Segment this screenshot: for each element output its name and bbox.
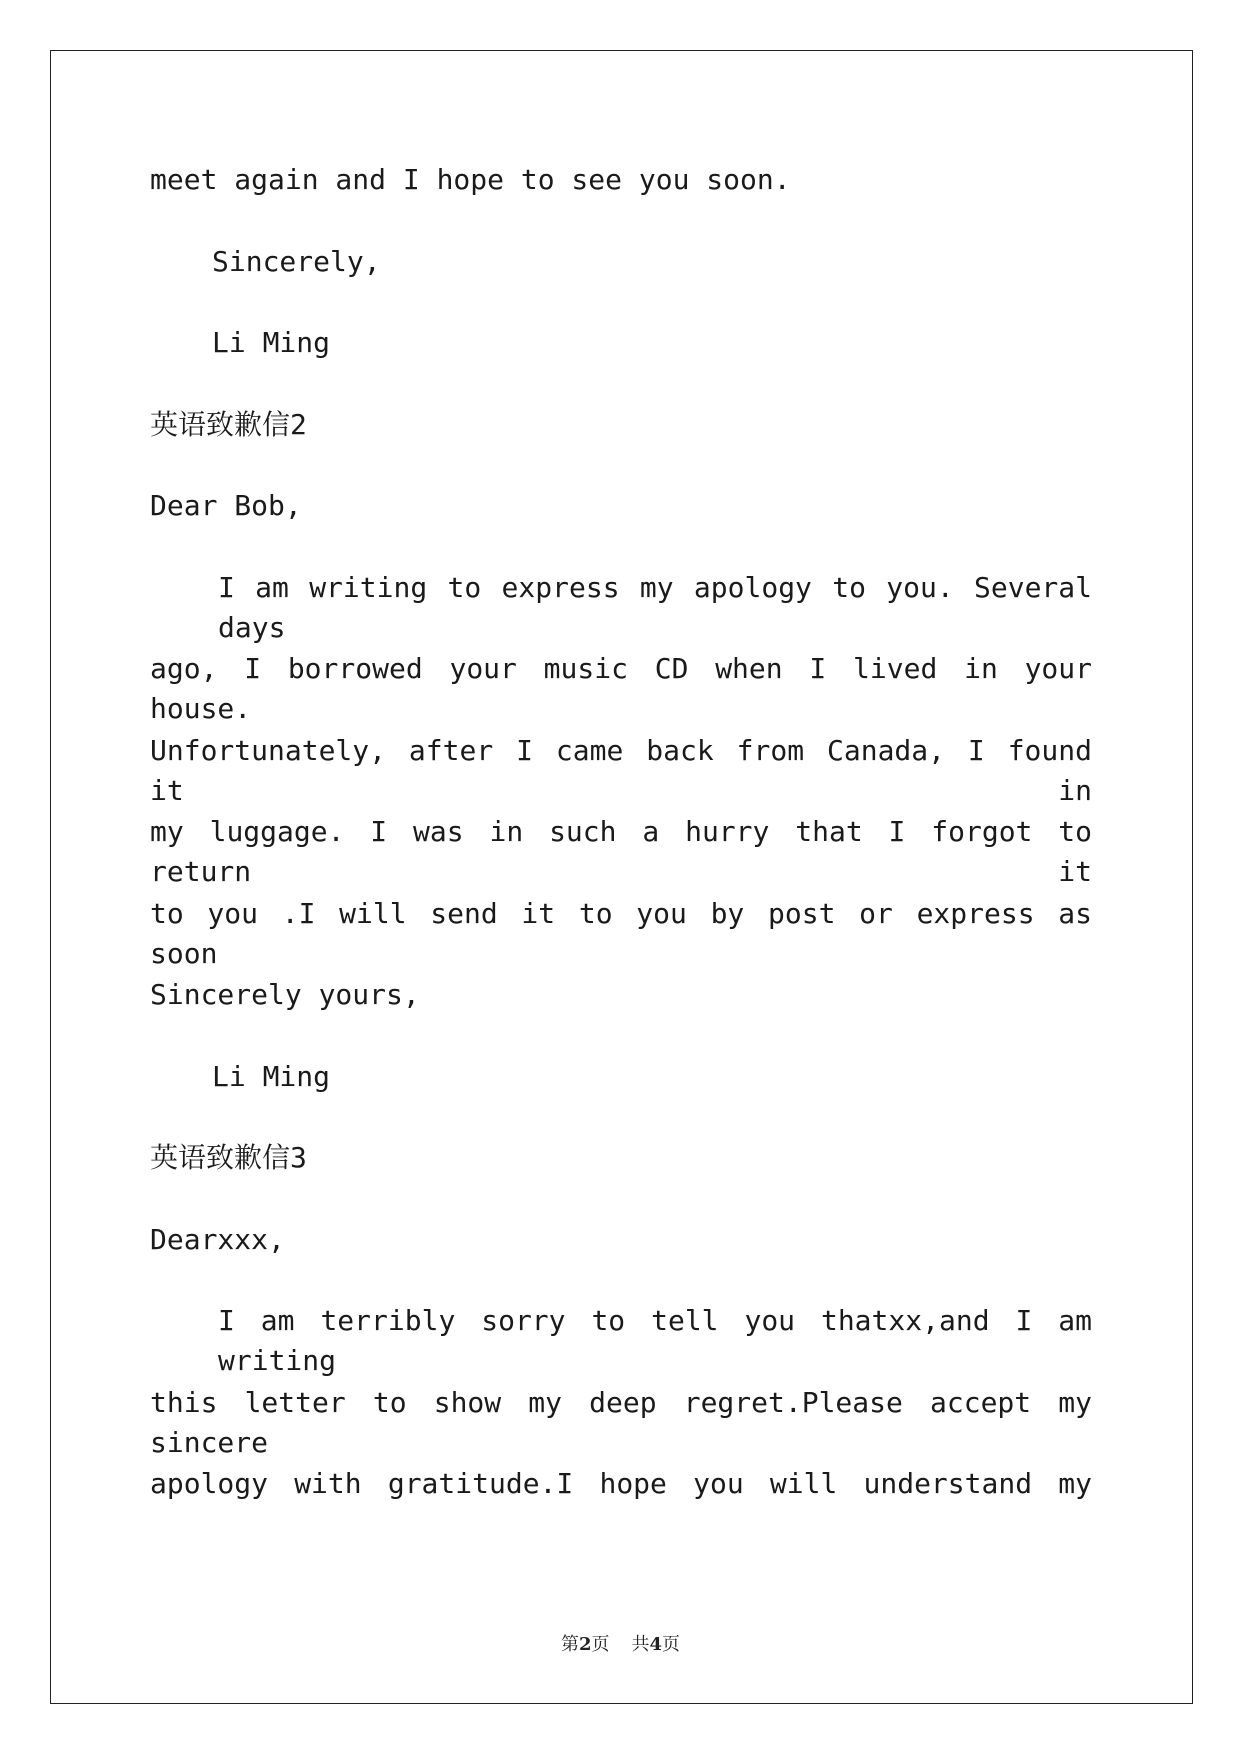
paragraph-line: my luggage. I was in such a hurry that I forgot to return it: [150, 815, 1092, 888]
footer-page-suffix: 页: [591, 1634, 610, 1655]
paragraph-line: ago, I borrowed your music CD when I lived in your house.: [150, 652, 1092, 725]
paragraph-line: this letter to show my deep regret.Please accept my sincere: [150, 1385, 1092, 1459]
paragraph-line: to you .I will send it to you by post or express as soon: [150, 896, 1092, 970]
greeting: Dearxxx,: [150, 1222, 285, 1256]
closing-salutation: Sincerely,: [212, 244, 381, 278]
total-page-count: 4: [649, 1634, 663, 1655]
footer-total-prefix: 共: [631, 1634, 650, 1655]
paragraph-line: meet again and I hope to see you soon.: [150, 163, 791, 196]
section-heading: 英语致歉信2: [150, 407, 307, 441]
current-page-number: 2: [578, 1634, 592, 1655]
page-footer: [0, 1630, 1241, 1656]
paragraph-line: I am terribly sorry to tell you thatxx,and I am writing: [218, 1304, 1092, 1377]
paragraph-line: Unfortunately, after I came back from Canada, I found it in: [150, 733, 1092, 807]
document-body: [150, 160, 1092, 1546]
signature-name: Li Ming: [212, 326, 331, 359]
greeting: Dear Bob,: [150, 489, 302, 522]
paragraph-line: apology with gratitude.I hope you will understand my: [150, 1467, 1092, 1500]
signature-name: Li Ming: [212, 1059, 331, 1093]
footer-prefix: 第: [560, 1634, 579, 1655]
closing-salutation: Sincerely yours,: [150, 978, 420, 1011]
section-heading: 英语致歉信3: [150, 1141, 307, 1174]
paragraph-line: I am writing to express my apology to you. Several days: [218, 570, 1092, 644]
footer-total-suffix: 页: [662, 1634, 681, 1655]
